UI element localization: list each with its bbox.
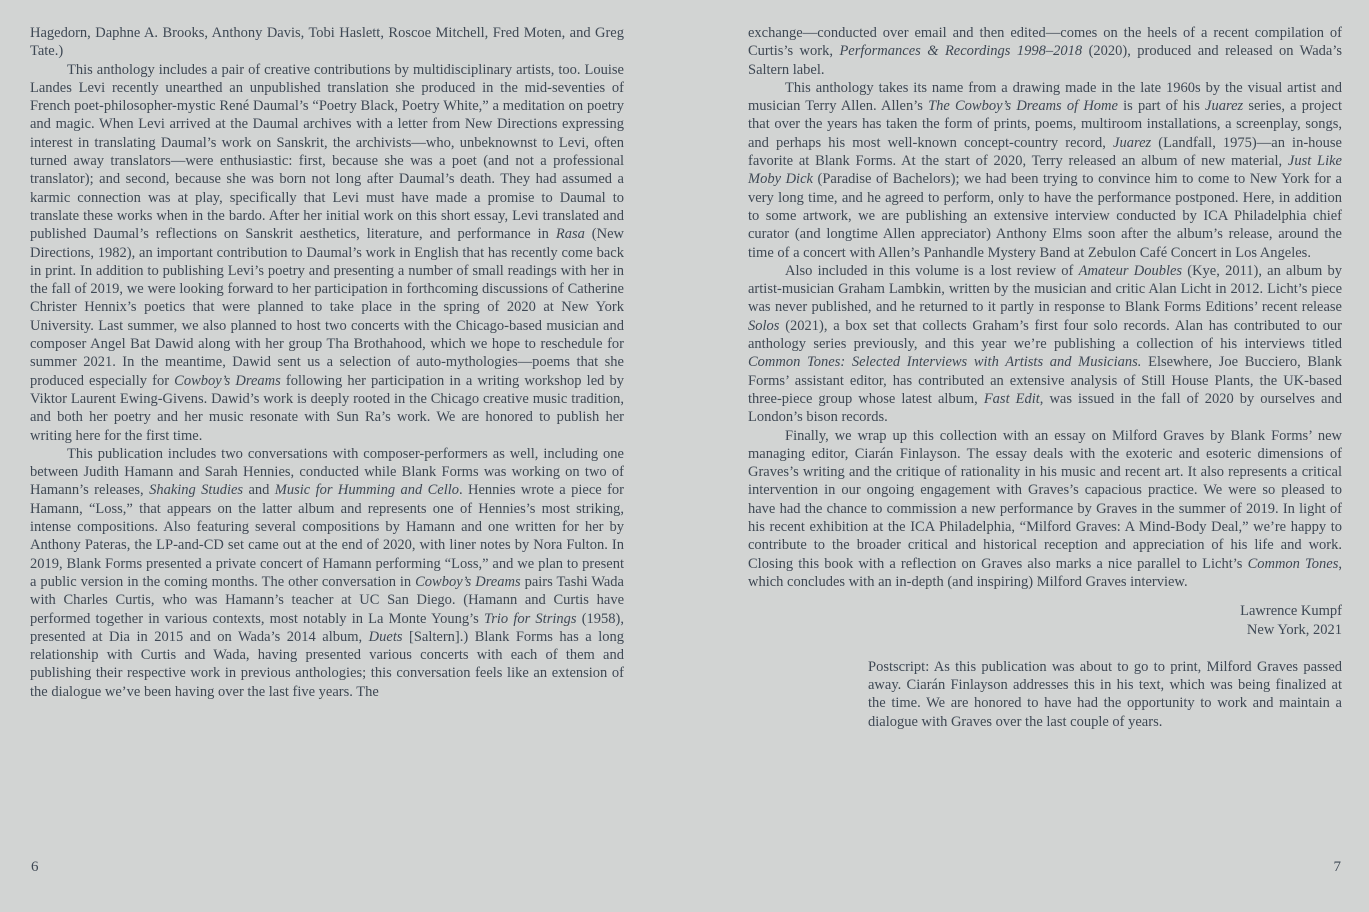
text-run: following her participation in a writing workshop led by Viktor Laurent Ewing-Givens. Dawid’s work is deeply rooted in the Chicago creative music tradition, and both her poetry and her music resonate with Sun Ra’s work. We are honored to publish her writing here for the first time. <box>30 372 624 444</box>
italic-text: Performances & Recordings 1998–2018 <box>839 43 1083 60</box>
text-run: and <box>243 482 275 499</box>
signature-name: Lawrence Kumpf <box>1240 603 1342 620</box>
text-run: Elsewhere, Joe Bucciero, Blank Forms’ assistant editor, has contributed an extensive analysis of Still House Plants, the UK-based three-piece group whose latest album, <box>748 354 1343 407</box>
text-run: This anthology takes its name from a drawing made in the late 1960s by the visual artist and musician Terry Allen. Allen’s <box>748 79 1342 115</box>
right-page-text <box>748 24 1342 731</box>
paragraph <box>748 262 1342 427</box>
italic-text: Fast Edit <box>983 390 1040 407</box>
text-run: This anthology includes a pair of creative contributions by multidisciplinary artists, too. Louise Landes Levi recently unearthed an unpublished translation she produced in the mid-seventies of French poet-philosopher-mystic René Daumal’s “Poetry Black, Poetry White,” a meditation on poetry and magic. When Levi arrived at the Daumal archives with a letter from New Directions expressing interest in translating Daumal’s work on Sanskrit, the archivists—who, unbeknownst to Levi, often turned away translators—were enthusiastic: first, because she was a poet (and not a professional translator); and second, because she was born not long after Daumal’s death. They had assumed a karmic connection was at play, specifically that Levi must have made a promise to Daumal to translate these works when in the bardo. After her initial work on this short essay, Levi translated and published Daumal’s reflections on Sanskrit aesthetics, literature, and performance in <box>30 61 624 243</box>
italic-text: The Cowboy’s Dreams of Home <box>928 98 1118 115</box>
italic-text: Amateur Doubles <box>1078 262 1183 279</box>
text-run: (2021), a box set that collects Graham’s first four solo records. Alan has contributed to our anthology series previously, and this year we’re publishing a collection of his interviews titled <box>748 317 1342 353</box>
italic-text: Common Tones <box>1247 555 1339 572</box>
text-run: Postscript: As this publication was about to go to print, Milford Graves passed away. Ciarán Finlayson addresses this in his text, which was being finalized at the time. We are honored to have had the opportunity to work and maintain a dialogue with Graves over the last couple of years. <box>868 658 1342 730</box>
italic-text: Cowboy’s Dreams <box>174 372 281 389</box>
text-run: is part of his <box>1117 98 1206 115</box>
text-run: pairs Tashi Wada with Charles Curtis, who was Hamann’s teacher at UC San Diego. (Hamann and Curtis have performed together in various contexts, most notably in La Monte Young’s <box>30 573 624 627</box>
text-run: series, a project that over the years has taken the form of prints, poems, multiroom installations, a screenplay, songs, and perhaps his most well-known concept-country record, <box>748 98 1343 151</box>
text-run: (Kye, 2011), an album by artist-musician Graham Lambkin, written by the musician and critic Alan Licht in 2012. Licht’s piece was never published, and he returned to it partly in response to Blank Forms Editions’ recent release <box>748 262 1342 316</box>
paragraph <box>30 61 624 445</box>
text-run: (2020), produced and released on Wada’s Saltern label. <box>748 43 1342 78</box>
text-run: , which concludes with an in-depth (and inspiring) Milford Graves interview. <box>748 555 1342 590</box>
italic-text: Just Like Moby Dick <box>748 153 1342 188</box>
page-number-left: 6 <box>31 859 39 875</box>
italic-text: Juarez <box>1205 98 1244 115</box>
text-run: exchange—conducted over email and then edited—comes on the heels of a recent compilation of Curtis’s work, <box>748 25 1342 60</box>
text-run: (Paradise of Bachelors); we had been trying to convince him to come to New York for a very long time, and he agreed to perform, only to have the performance postponed. Here, in addition to some artwork, we are publishing an extensive interview conducted by ICA Philadelphia chief curator (and longtime Allen appreciator) Anthony Elms soon after the album’s release, around the time of a concert with Allen’s Panhandle Mystery Band at Zebulon Café Concert in Los Angeles. <box>748 171 1342 261</box>
postscript-block <box>868 658 1342 731</box>
italic-text: Juarez <box>1113 134 1152 151</box>
text-run: Finally, we wrap up this collection with an essay on Milford Graves by Blank Forms’ new managing editor, Ciarán Finlayson. The essay deals with the exoteric and esoteric dimensions of Graves’s writing and the critique of rationality in his music and recent art. It also represents a critical intervention in our ongoing engagement with Graves’s capacious practice. We were so pleased to have had the chance to commission a new performance by Graves in the summer of 2019. In light of his recent exhibition at the ICA Philadelphia, “Milford Graves: A Mind-Body Deal,” we’re happy to contribute to the broader critical and historical reception and appreciation of his life and work. Closing this book with a reflection on Graves also marks a nice parallel to Licht’s <box>748 427 1342 572</box>
paragraph <box>748 427 1342 592</box>
text-run: This publication includes two conversations with composer-performers as well, including one between Judith Hamann and Sarah Hennies, conducted while Blank Forms was working on two of Hamann’s releases, <box>30 445 624 499</box>
text-run: , was issued in the fall of 2020 by ourselves and London’s bison records. <box>748 390 1342 426</box>
right-page-paragraphs <box>748 24 1342 591</box>
text-run: Hagedorn, Daphne A. Brooks, Anthony Davis, Tobi Haslett, Roscoe Mitchell, Fred Moten, and Greg Tate.) <box>30 25 624 60</box>
paragraph <box>868 658 1342 731</box>
italic-text: Trio for Strings <box>483 610 577 627</box>
paragraph <box>748 79 1342 262</box>
text-run: (Landfall, 1975)—an in-house favorite at Blank Forms. At the start of 2020, Terry released an album of new material, <box>748 134 1342 170</box>
paragraph <box>748 24 1342 79</box>
italic-text: Common Tones: Selected Interviews with Artists and Musicians. <box>748 354 1142 371</box>
text-run: Also included in this volume is a lost review of <box>785 262 1079 279</box>
signature-block <box>748 602 1342 639</box>
italic-text: Duets <box>368 628 403 645</box>
text-run: (New Directions, 1982), an important contribution to Daumal’s work in English that has recently come back in print. In addition to publishing Levi’s poetry and presenting a number of small readings with her in the fall of 2019, we were looking forward to her participation in forthcoming discussions of Catherine Christer Hennix’s poetics that were planned to take place in the spring of 2020 at New York University. Last summer, we also planned to host two concerts with the Chicago-based musician and composer Angel Bat Dawid along with her group Tha Brothahood, which we hope to reschedule for summer 2021. In the meantime, Dawid sent us a selection of auto-mythologies—poems that she produced especially for <box>30 226 624 389</box>
text-run: (1958), presented at Dia in 2015 and on Wada’s 2014 album, <box>30 610 624 645</box>
text-run: . Hennies wrote a piece for Hamann, “Loss,” that appears on the latter album and represents one of Hennies’s most striking, intense compositions. Also featuring several compositions by Hamann and one written for her by Anthony Pateras, the LP-and-CD set came out at the end of 2020, with liner notes by Nora Fulton. In 2019, Blank Forms presented a private concert of Hamann performing “Loss,” and we plan to present a public version in the coming months. The other conversation in <box>30 482 625 590</box>
left-page-text <box>30 24 624 701</box>
page-number-right: 7 <box>1333 859 1341 875</box>
signature-place-date: New York, 2021 <box>1246 621 1342 638</box>
italic-text: Shaking Studies <box>149 482 244 499</box>
paragraph <box>30 445 624 701</box>
text-run: [Saltern].) Blank Forms has a long relationship with Curtis and Wada, having presented various concerts with each of them and publishing their respective work in previous anthologies; this conversation feels like an extension of the dialogue we’ve been having over the last five years. The <box>30 628 624 700</box>
italic-text: Music for Humming and Cello <box>274 482 460 499</box>
italic-text: Rasa <box>555 226 585 243</box>
paragraph <box>30 24 624 61</box>
italic-text: Solos <box>748 317 780 334</box>
italic-text: Cowboy’s Dreams <box>415 573 521 590</box>
